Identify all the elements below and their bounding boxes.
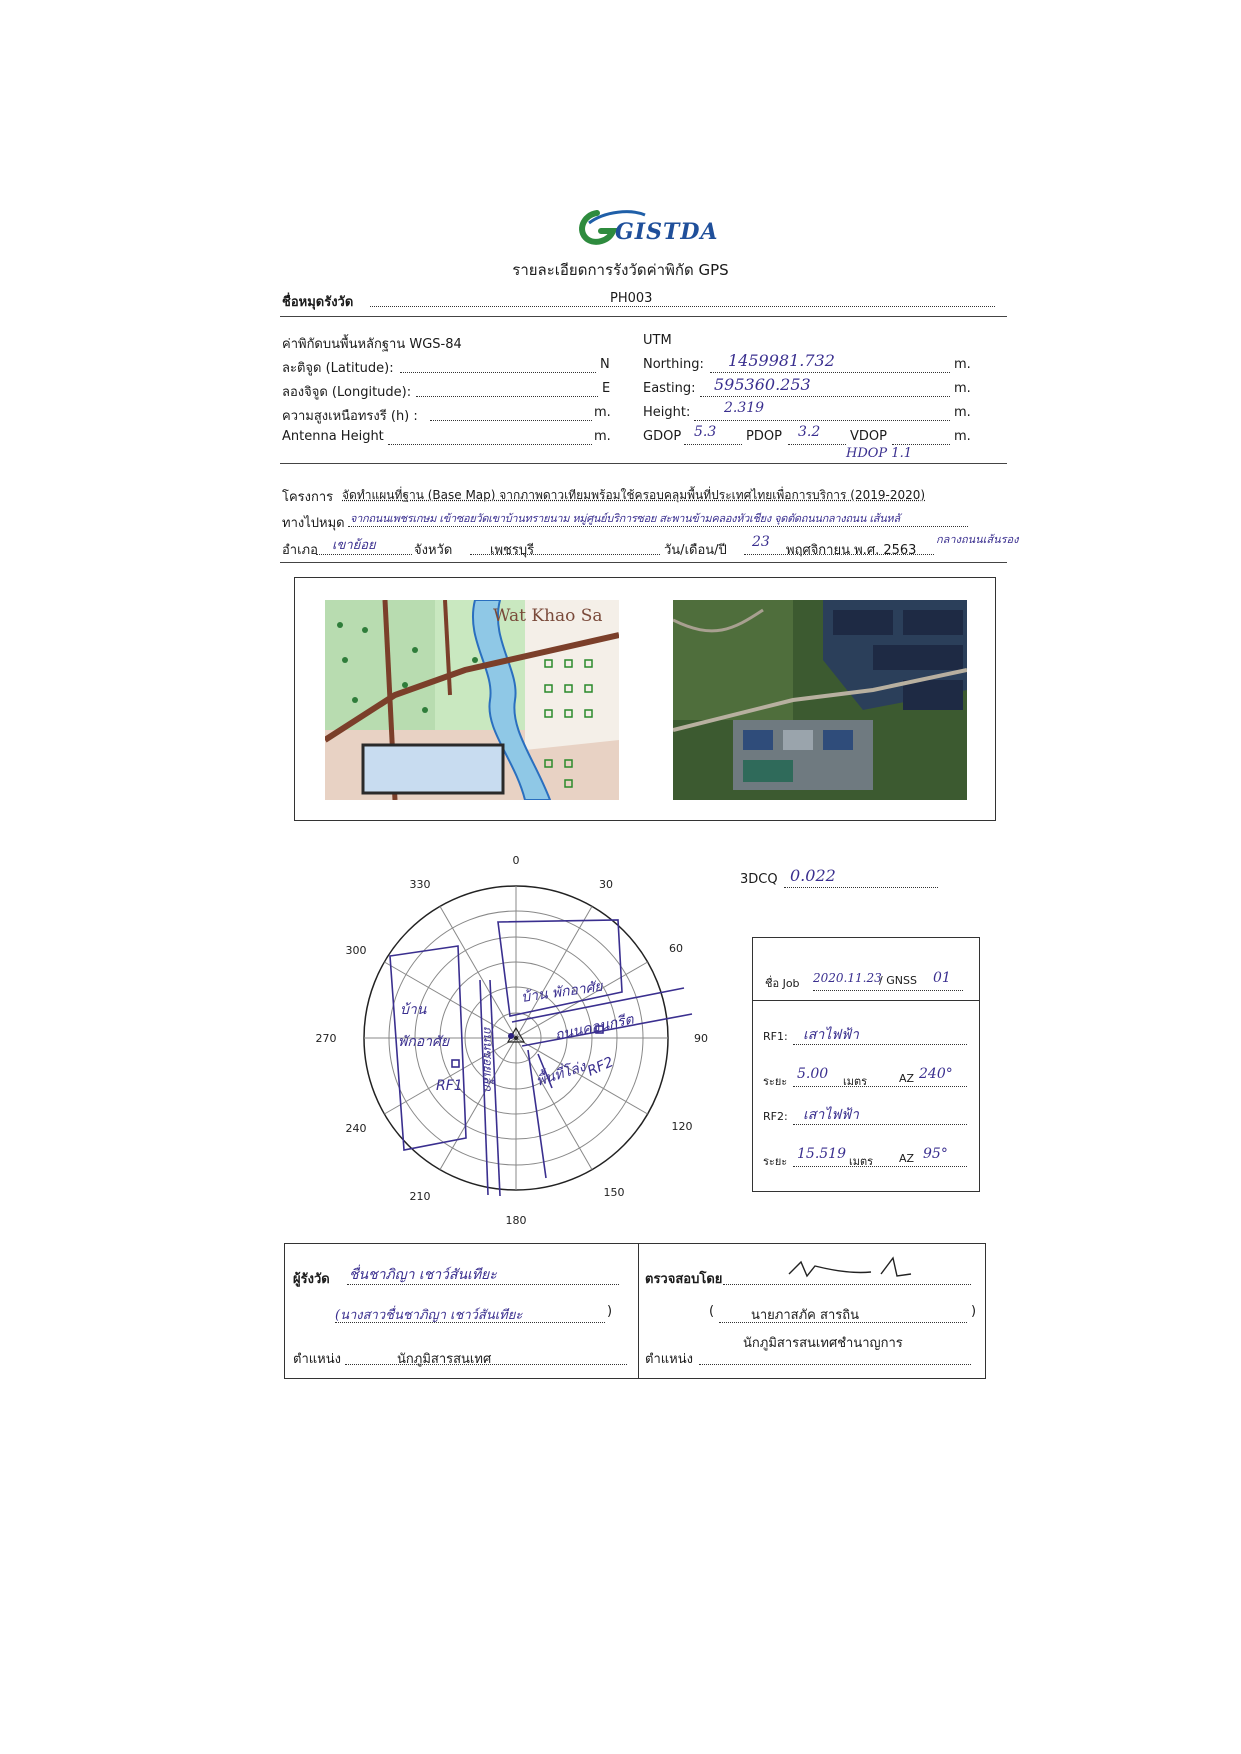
satellite-image: [673, 600, 967, 800]
page-title: รายละเอียดการรังวัดค่าพิกัด GPS: [512, 261, 729, 279]
topo-map-icon: [325, 600, 619, 800]
job-value: 2020.11.23: [813, 971, 882, 985]
dcq-value: 0.022: [790, 866, 836, 885]
province-label: จังหวัด: [414, 543, 453, 558]
surveyor-close: ): [607, 1304, 613, 1319]
azimuth-label-90: 90: [694, 1032, 708, 1045]
checker-close: ): [971, 1304, 977, 1319]
hdop-value: HDOP 1.1: [846, 446, 912, 461]
surveyor-name: (นางสาวชื่นชาภิญา เชาว์สันเทียะ: [335, 1308, 523, 1323]
dist2-unit: เมตร: [849, 1155, 874, 1168]
az1-label: AZ: [899, 1072, 915, 1085]
divider: [280, 463, 1007, 464]
longitude-unit: E: [602, 381, 611, 396]
azimuth-label-150: 150: [603, 1186, 625, 1199]
position-label-2: ตำแหน่ง: [645, 1352, 693, 1367]
azimuth-label-240: 240: [345, 1122, 367, 1135]
azimuth-label-210: 210: [409, 1190, 431, 1203]
dist1-label: ระยะ: [763, 1075, 788, 1088]
gistda-logo: [575, 205, 719, 251]
latitude-unit: N: [600, 357, 610, 372]
date-label: วัน/เดือน/ปี: [664, 543, 727, 558]
ellipsoid-height-unit: m.: [594, 405, 611, 420]
dist1-value: 5.00: [797, 1066, 829, 1082]
height-label: Height:: [643, 405, 691, 420]
annotation-area: พื้นที่โล่ง: [534, 1058, 588, 1090]
wgs84-heading: ค่าพิกัดบนพื้นหลักฐาน WGS-84: [282, 337, 462, 352]
annotation-house-ne: บ้าน พักอาศัย: [520, 978, 604, 1006]
azimuth-label-30: 30: [599, 878, 613, 891]
pdop-value: 3.2: [798, 424, 821, 440]
antenna-height-label: Antenna Height: [282, 429, 384, 444]
utm-heading: UTM: [643, 333, 672, 348]
azimuth-label-120: 120: [671, 1120, 693, 1133]
checker-name: นายภาสภัค สารถิน: [751, 1308, 859, 1323]
northing-unit: m.: [954, 357, 971, 372]
longitude-label: ลองจิจูด (Longitude):: [282, 385, 412, 400]
height-value: 2.319: [724, 400, 765, 416]
azimuth-label-0: 0: [512, 854, 520, 867]
azimuth-label-300: 300: [345, 944, 367, 957]
reference-box: [752, 937, 980, 1192]
surveyor-signature: ชื่นชาภิญา เชาว์สันเทียะ: [349, 1267, 497, 1283]
annotation-house-w-1: บ้าน: [400, 1002, 427, 1018]
sky-plot-diagram: [300, 850, 740, 1240]
az2-label: AZ: [899, 1152, 915, 1165]
location-images-panel: [294, 577, 996, 821]
route-label: ทางไปหมุด: [282, 516, 345, 531]
route-value: จากถนนเพชรเกษม เข้าซอยวัดเขาบ้านทรายนาม หมู่ศูนย์บริการซอย สะพานข้ามคลองหัวเชียง จุดตัดถนนกลางถนน เส้นหลั: [350, 512, 900, 525]
surveyor-label: ผู้รังวัด: [293, 1272, 330, 1287]
easting-label: Easting:: [643, 381, 696, 396]
dist2-label: ระยะ: [763, 1155, 788, 1168]
project-value: จัดทำแผนที่ฐาน (Base Map) จากภาพดาวเทียมพร้อมใช้ครอบคลุมพื้นที่ประเทศไทยเพื่อการบริการ (2019-2020): [342, 488, 926, 502]
height-unit: m.: [954, 405, 971, 420]
annotation-rf1: RF1: [436, 1078, 463, 1094]
northing-label: Northing:: [643, 357, 704, 372]
rf1-value: เสาไฟฟ้า: [803, 1027, 859, 1043]
sky-plot: [300, 850, 740, 1240]
divider: [280, 562, 1007, 563]
gnss-value: 01: [933, 970, 951, 986]
logo-text: GISTDA: [615, 219, 719, 245]
azimuth-label-180: 180: [505, 1214, 527, 1227]
checker-position: นักภูมิสารสนเทศชำนาญการ: [743, 1336, 903, 1351]
checker-label: ตรวจสอบโดย: [645, 1272, 723, 1287]
job-label: ชื่อ Job: [765, 977, 800, 990]
pdop-label: PDOP: [746, 429, 782, 444]
surveyor-position: นักภูมิสารสนเทศ: [397, 1352, 492, 1367]
latitude-label: ละติจูด (Latitude):: [282, 361, 394, 376]
northing-value: 1459981.732: [728, 351, 835, 370]
checker-signature-icon: [781, 1252, 931, 1286]
dcq-label: 3DCQ: [740, 872, 778, 887]
annotation-house-w-2: พักอาศัย: [398, 1034, 450, 1050]
rf1-label: RF1:: [763, 1030, 788, 1043]
station-label: ชื่อหมุดรังวัด: [282, 295, 354, 310]
date-rest: พฤศจิกายน พ.ศ. 2563: [786, 543, 917, 558]
province-value: เพชรบุรี: [490, 543, 535, 558]
divider: [280, 316, 1007, 317]
topo-map-label: Wat Khao Sa: [493, 606, 603, 626]
date-note: กลางถนนเส้นรอง: [936, 533, 1019, 546]
dist2-value: 15.519: [797, 1146, 846, 1162]
vdop-unit: m.: [954, 429, 971, 444]
gdop-value: 5.3: [694, 424, 717, 440]
easting-unit: m.: [954, 381, 971, 396]
easting-value: 595360.253: [714, 375, 811, 394]
signature-table: [284, 1243, 986, 1379]
annotation-small-road: ถนนซอยเล็ก: [481, 1026, 495, 1091]
dist1-unit: เมตร: [843, 1075, 868, 1088]
date-day: 23: [752, 534, 770, 550]
rf2-value: เสาไฟฟ้า: [803, 1107, 859, 1123]
topographic-map: [325, 600, 619, 800]
antenna-height-unit: m.: [594, 429, 611, 444]
position-label: ตำแหน่ง: [293, 1352, 341, 1367]
satellite-image-icon: [673, 600, 967, 800]
vdop-label: VDOP: [850, 429, 887, 444]
gdop-label: GDOP: [643, 429, 682, 444]
project-label: โครงการ: [282, 490, 334, 505]
az2-value: 95°: [923, 1146, 948, 1162]
rf2-label: RF2:: [763, 1110, 788, 1123]
azimuth-label-330: 330: [409, 878, 431, 891]
annotation-rf2: RF2: [585, 1054, 617, 1080]
district-value: เขาย้อย: [332, 538, 376, 553]
station-value: PH003: [610, 291, 653, 306]
azimuth-label-60: 60: [669, 942, 683, 955]
azimuth-label-270: 270: [315, 1032, 337, 1045]
checker-open: (: [709, 1304, 715, 1319]
gnss-label: / GNSS: [879, 974, 917, 987]
az1-value: 240°: [919, 1066, 953, 1082]
ellipsoid-height-label: ความสูงเหนือทรงรี (h) :: [282, 409, 418, 424]
annotation-road-e: ถนนคอนกรีต: [553, 1011, 636, 1044]
district-label: อำเภอ: [282, 543, 318, 558]
